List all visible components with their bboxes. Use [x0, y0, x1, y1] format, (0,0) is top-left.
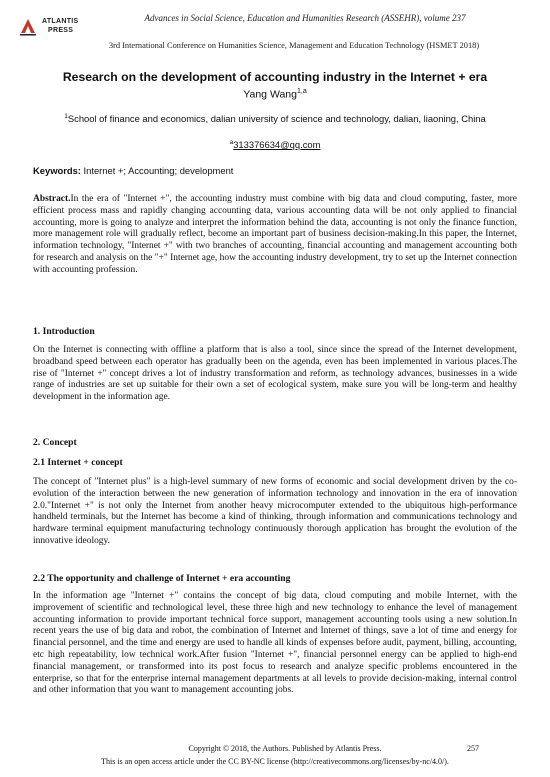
- section-2-1-heading: 2.1 Internet + concept: [33, 457, 123, 468]
- abstract-label: Abstract.: [33, 194, 71, 204]
- journal-line: Advances in Social Science, Education and Humanities Research (ASSEHR), volume 237: [144, 13, 466, 23]
- email-line: [0, 139, 550, 150]
- abstract: [33, 194, 517, 277]
- keywords: [33, 165, 233, 176]
- conference-line: 3rd International Conference on Humanities Science, Management and Education Technology (HSMET 2018): [108, 41, 480, 50]
- author-superscript: 1,a: [296, 88, 307, 95]
- affiliation-text: School of finance and economics, dalian university of science and technology, dalian, liaoning, China: [67, 113, 486, 125]
- section-2-2-text: In the information age "Internet +" contains the concept of big data, cloud computing and mobile Internet, with the improvement of scientific and technological level, these three high and new technology to enhance the level of management accounting information to provide important technical force support, management accounting tools using a new solution.In recent years the use of big data and robot, the combination of Internet and Internet of things, save a lot of time and energy for financial personnel, and the time and energy are used to handle all kinds of expenses before audit, payment, billing, accounting, etc high repeatability, low technical work.After fusion "Internet +", financial personnel energy can be applied to high-end financial management, or transformed into its post focus to research and analyze specific problems encountered in the enterprise, so that for the enterprise internal management departments at all levels to provide decision-making, internal control and other information that you want to management accounting jobs.: [33, 591, 517, 696]
- keywords-label: Keywords:: [33, 165, 81, 176]
- publisher-name-line2: PRESS: [48, 27, 74, 34]
- section-2-2-heading: 2.2 The opportunity and challenge of Internet + era accounting: [33, 573, 291, 584]
- email-link[interactable]: 313376634@qq.com: [233, 139, 321, 151]
- abstract-text: In the era of "Internet +", the accounting industry must combine with big data and cloud computing, faster, more efficient process mass and rapidly changing accounting data, various accounting data will be not only applied to financial accounting, more is going to analyze and interpret the information behind the data, accounting is not only the finance function, more management role will gradually reflect, become an important part of business decision-making.In this paper, the Internet, information technology, "Internet +" with two branches of accounting, financial accounting and management accounting both for research and analysis on the "+" Internet age, how the accounting industry development, try to set up the Internet connection with accounting profession.: [33, 194, 517, 275]
- section-1-text: On the Internet is connecting with offline a platform that is also a tool, since since the spread of the Internet development, broadband speed between each operator has gradually been on the agenda, even has been implemented in various places.The rise of "Internet +" concept drives a lot of industry transformation and reform, as technology advances, businesses in a wide range of industries are set up suitable for their own a set of ecological system, make sure you will be long-term and healthy development in the information age.: [33, 345, 517, 403]
- license-line: This is an open access article under the CC BY-NC license (http://creativecommons.org/licenses/by-nc/4.0/).: [101, 757, 449, 766]
- affiliation: [40, 111, 510, 125]
- copyright-line: Copyright © 2018, the Authors. Published by Atlantis Press.: [188, 744, 382, 753]
- section-2-1-text: The concept of "Internet plus" is a high-level summary of new forms of economic and social development driven by the co-evolution of the interaction between the new generation of information technology and innovation in the era of innovation 2.0."Internet +" is not only the Internet from another heavy microcomputer extended to the ubiquitous high-performance handheld terminals, but the Internet has become a kind of thinking, through information and communications technology and hardware terminal equipment manufacturing technology continuously thorough application has brought the evolution of the innovative ideology.: [33, 477, 517, 546]
- author-name: Yang Wang: [243, 88, 297, 101]
- section-2-heading: 2. Concept: [33, 437, 77, 448]
- affiliation-superscript: 1: [64, 113, 68, 120]
- paper-title: Research on the development of accounting industry in the Internet + era: [62, 70, 488, 84]
- email-superscript: a: [229, 139, 234, 146]
- publisher-name-line1: ATLANTIS: [42, 18, 79, 25]
- keywords-text: Internet +; Accounting; development: [80, 165, 234, 176]
- author-line: [0, 88, 550, 101]
- page-number: 257: [467, 744, 479, 753]
- section-1-heading: 1. Introduction: [33, 326, 95, 337]
